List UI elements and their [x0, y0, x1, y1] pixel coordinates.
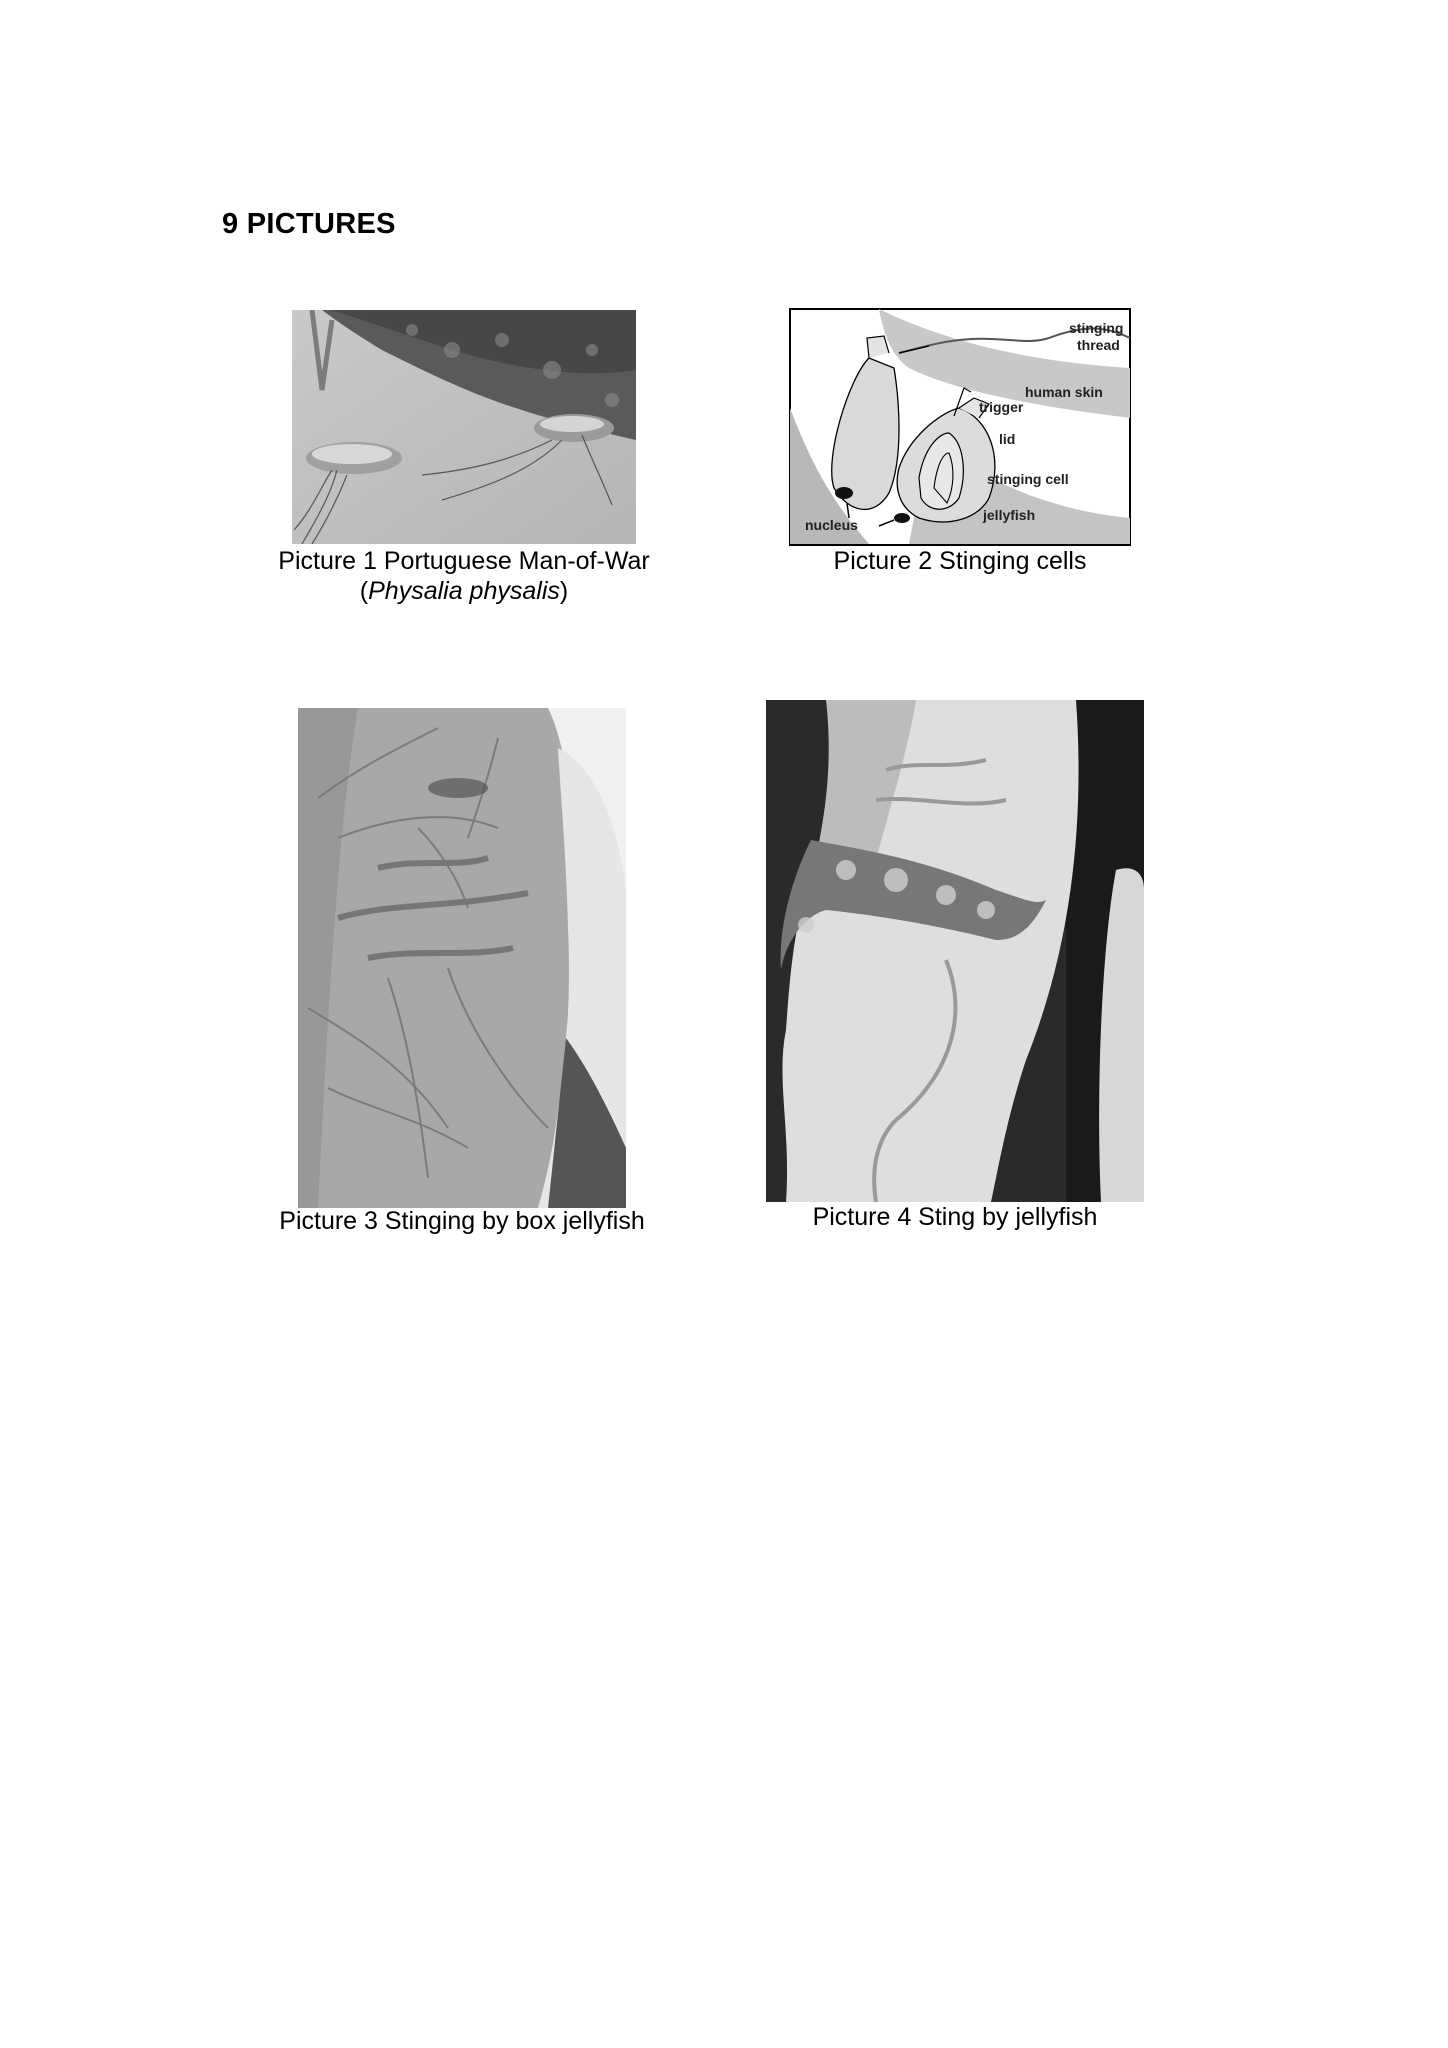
label-trigger: trigger	[979, 399, 1024, 415]
picture-1-caption-line-2	[252, 576, 676, 606]
picture-2-caption: Picture 2 Stinging cells	[833, 547, 1087, 575]
picture-2-diagram	[789, 308, 1131, 546]
label-nucleus: nucleus	[805, 517, 858, 533]
label-human-skin: human skin	[1025, 384, 1103, 400]
picture-1-caption	[252, 546, 676, 606]
label-stinging-thread-1: stinging	[1069, 320, 1124, 336]
label-stinging-thread-2: thread	[1077, 337, 1120, 353]
picture-1-scientific-name: Physalia physalis	[368, 577, 560, 605]
label-stinging-cell: stinging cell	[987, 471, 1069, 487]
picture-1-caption-line-1: Picture 1 Portuguese Man-of-War	[278, 547, 650, 575]
picture-3-caption: Picture 3 Stinging by box jellyfish	[279, 1207, 645, 1235]
picture-4-photo	[766, 700, 1144, 1202]
label-lid: lid	[999, 431, 1016, 447]
caption-paren-close: )	[559, 577, 569, 605]
label-jellyfish: jellyfish	[983, 507, 1036, 523]
picture-1-photo	[292, 310, 636, 544]
picture-4-caption: Picture 4 Sting by jellyfish	[812, 1203, 1098, 1231]
picture-3-photo	[298, 708, 626, 1208]
caption-paren-open: (	[359, 577, 369, 605]
section-heading: 9 PICTURES	[222, 208, 396, 240]
